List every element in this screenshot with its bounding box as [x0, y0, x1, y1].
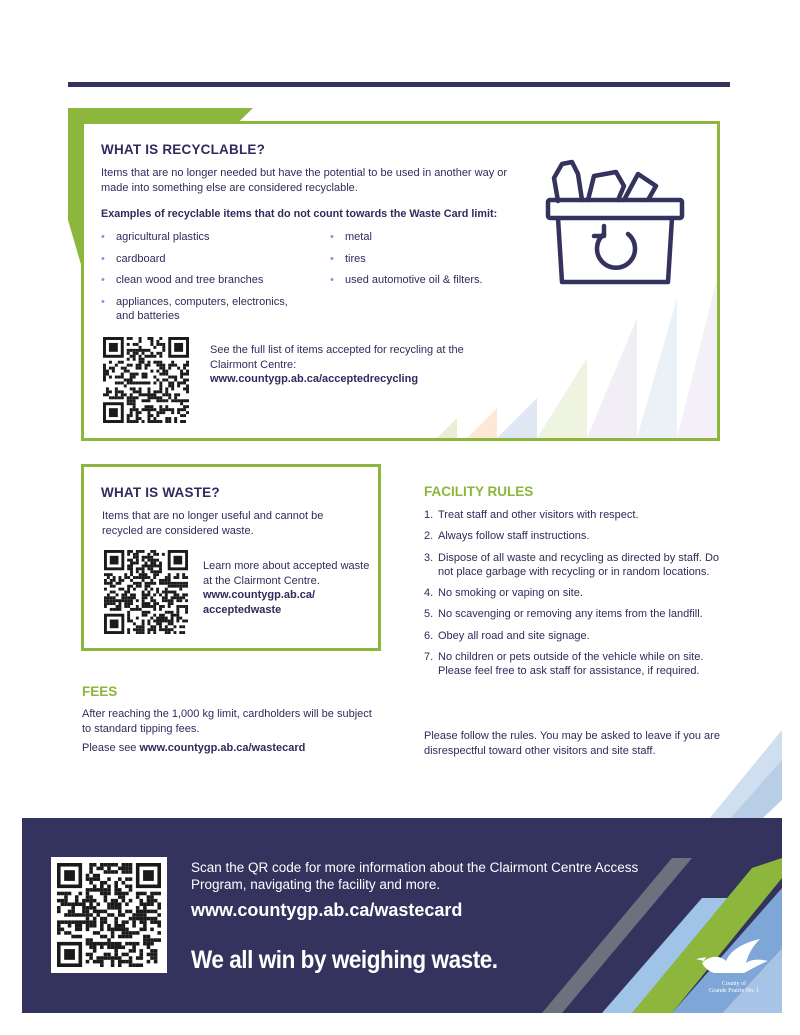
list-item: • used automotive oil & filters. — [330, 273, 520, 287]
green-side-accent — [68, 108, 82, 268]
rule-item: 2. Always follow staff instructions. — [424, 530, 590, 543]
list-item: • clean wood and tree branches — [101, 273, 301, 287]
bird-logo-icon — [694, 933, 774, 981]
recycling-link[interactable]: www.countygp.ab.ca/acceptedrecycling — [210, 373, 419, 385]
top-rule — [68, 82, 730, 87]
footer-banner — [22, 818, 782, 1013]
footer-wastecard-link[interactable]: www.countygp.ab.ca/wastecard — [191, 900, 463, 920]
rule-item: 7. No children or pets outside of the vehicle while on site. Please feel free to ask staff for assistance, if required. — [424, 651, 704, 678]
recycling-qr-caption: See the full list of items accepted for recycling at the Clairmont Centre: www.countygp.ab.ca/acceptedrecycling — [210, 344, 464, 385]
recyclable-section — [81, 121, 720, 441]
recyclable-title: WHAT IS RECYCLABLE? — [101, 142, 266, 157]
waste-intro: Items that are no longer useful and cannot be recycled are considered waste. — [102, 510, 324, 537]
examples-heading: Examples of recyclable items that do not count towards the Waste Card limit: — [101, 208, 498, 220]
waste-qr-code[interactable] — [104, 550, 188, 634]
list-item: • metal — [330, 230, 520, 244]
list-item: • tires — [330, 252, 520, 266]
recycling-bin-icon — [544, 156, 688, 288]
rule-item: 1. Treat staff and other visitors with respect. — [424, 509, 639, 521]
footer-text: Scan the QR code for more information about the Clairmont Centre Access Program, navigating the facility and more. — [191, 860, 639, 892]
county-logo — [694, 933, 774, 1003]
facility-rules-title: FACILITY RULES — [424, 484, 534, 499]
list-item: • agricultural plastics — [101, 230, 301, 244]
waste-title: WHAT IS WASTE? — [101, 485, 220, 500]
rule-item: 6. Obey all road and site signage. — [424, 629, 590, 642]
recycling-qr-code[interactable] — [103, 337, 189, 423]
fees-see: Please see www.countygp.ab.ca/wastecard — [82, 742, 306, 754]
recyclable-intro: Items that are no longer needed but have the potential to be used in another way or made into something else are considered recyclable. — [101, 167, 508, 194]
rule-item: 3. Dispose of all waste and recycling as directed by staff. Do not place garbage with recycling or in random locations. — [424, 551, 720, 578]
rules-follow-note: Please follow the rules. You may be asked to leave if you are disrespectful toward other visitors and site staff. — [424, 730, 720, 757]
rule-item: 5. No scavenging or removing any items from the landfill. — [424, 608, 703, 621]
list-item: • appliances, computers, electronics, and batteries — [101, 295, 301, 323]
list-item: • cardboard — [101, 252, 301, 266]
recyclable-list-col2 — [330, 230, 520, 295]
waste-qr-caption: Learn more about accepted waste at the Clairmont Centre. www.countygp.ab.ca/ acceptedwaste — [203, 560, 370, 616]
footer-slogan: We all win by weighing waste. — [191, 946, 498, 974]
waste-section — [81, 464, 381, 651]
recyclable-list-col1 — [101, 230, 301, 330]
wastecard-qr-code[interactable] — [51, 857, 167, 973]
waste-link[interactable]: www.countygp.ab.ca/ acceptedwaste — [203, 589, 316, 616]
wastecard-link[interactable]: www.countygp.ab.ca/wastecard — [139, 742, 306, 754]
fees-text: After reaching the 1,000 kg limit, cardholders will be subject to standard tipping fees. — [82, 708, 372, 735]
decorative-stripes-right — [700, 720, 782, 830]
fees-title: FEES — [82, 684, 118, 699]
facility-rules-list — [424, 508, 724, 686]
rule-item: 4. No smoking or vaping on site. — [424, 587, 583, 600]
logo-text: County of Grande Prairie No. 1 — [709, 981, 759, 994]
